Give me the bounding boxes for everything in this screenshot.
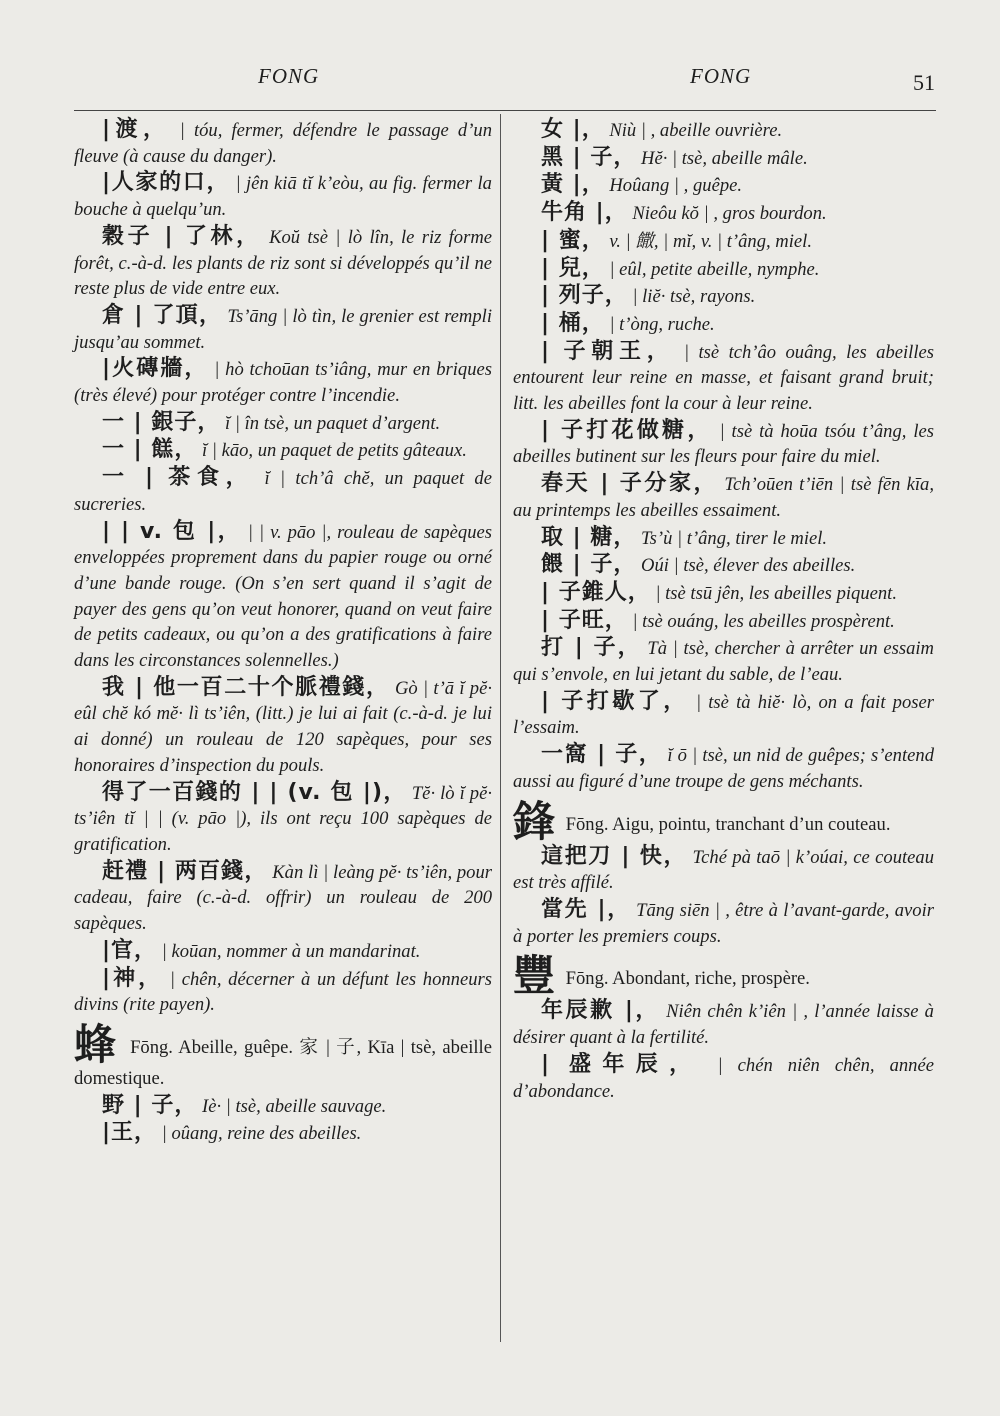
entry-chinese: | 桶， xyxy=(541,310,605,336)
entry-chinese: | 子打歇了， xyxy=(541,688,689,714)
entry-gloss: | tóu, fermer, défendre le passage d’un fleuve (à cause du danger). xyxy=(74,120,493,167)
entry-chinese: |官， xyxy=(102,937,158,963)
entry-chinese: 這把刀 | 快， xyxy=(541,843,688,869)
entry-gloss: ĭ | kāo, un paquet de petits gâteaux. xyxy=(202,440,467,462)
dictionary-entry xyxy=(513,471,934,523)
entry-gloss: | koūan, nommer à un mandarinat. xyxy=(161,940,421,962)
dictionary-entry xyxy=(513,172,934,199)
entry-gloss: | jên kiā tĭ k’eòu, au fig. fermer la bouche à quelqu’un. xyxy=(74,173,492,221)
entry-chinese: 一 | 茶食， xyxy=(102,465,255,491)
entry-chinese: 打 | 子， xyxy=(541,635,642,661)
entry-chinese: 取 | 糖， xyxy=(541,524,637,550)
entry-gloss: Koŭ tsè | lò lîn, le riz forme forêt, c.-à-d. les plants de riz sont si développés qu’il ne reste plus de vide entre eux. xyxy=(74,226,493,300)
entry-chinese: 一窩 | 子， xyxy=(541,742,663,768)
headword-char: 豐 xyxy=(513,951,556,1001)
entry-chinese: 牛角 |， xyxy=(541,200,628,226)
entry-gloss: v. | 饊, | mĭ, v. | t’âng, miel. xyxy=(609,230,812,252)
entry-chinese: |神， xyxy=(102,965,164,991)
entry-gloss: Nieôu kŏ | , gros bourdon. xyxy=(632,203,827,225)
dictionary-entry xyxy=(513,145,934,172)
entry-gloss: Oúi | tsè, élever des abeilles. xyxy=(641,555,856,577)
entry-gloss: | hò tchoūan ts’iâng, mur en briques (très élevé) pour protéger contre l’incendie. xyxy=(74,359,492,407)
entry-gloss: Niên chên k’iên | , l’année laisse à désirer quant à la fertilité. xyxy=(513,1001,934,1049)
running-head-left: FONG xyxy=(258,64,320,88)
entry-gloss: Ts’ù | t’âng, tirer le miel. xyxy=(641,527,828,549)
headword-entry-sharp xyxy=(513,796,934,846)
abundant-entries xyxy=(513,998,934,1104)
dictionary-entry xyxy=(74,938,492,965)
dictionary-entry xyxy=(513,339,934,417)
entry-chinese: | 列子， xyxy=(541,283,628,309)
left-column xyxy=(74,117,492,1148)
dictionary-entry xyxy=(74,117,492,169)
entry-chinese: 女 |， xyxy=(541,117,605,142)
entry-gloss: Kàn lì | leàng pĕ· ts’iên, pour cadeau, faire (c.-à-d. offrir) un rouleau de 200 sapèques. xyxy=(74,861,493,935)
entry-chinese: | 子錐人， xyxy=(541,579,651,605)
entry-gloss: | chén niên chên, année d’abondance. xyxy=(513,1054,934,1102)
entry-gloss: | tsè ouáng, les abeilles prospèrent. xyxy=(632,610,895,632)
entry-chinese: 當先 |， xyxy=(541,896,631,922)
right-entries xyxy=(513,117,934,795)
dictionary-entry xyxy=(513,844,934,896)
entry-chinese: 赶禮 | 两百錢， xyxy=(102,858,268,884)
dictionary-entry xyxy=(74,859,492,937)
entry-gloss: Hĕ· | tsè, abeille mâle. xyxy=(641,147,808,169)
entry-gloss: | tsè tà hiĕ· lò, on a fait poser l’essaim. xyxy=(513,691,934,739)
entry-gloss: | oûang, reine des abeilles. xyxy=(161,1123,362,1145)
dictionary-entry xyxy=(513,998,934,1050)
left-tail-entries xyxy=(74,1093,492,1147)
entry-gloss: ĭ ō | tsè, un nid de guêpes; s’entend aussi au figuré d’une troupe de gens méchants. xyxy=(513,745,934,792)
dictionary-entry xyxy=(513,552,934,579)
dictionary-entry xyxy=(513,580,934,607)
entry-gloss: Iè· | tsè, abeille sauvage. xyxy=(202,1095,387,1117)
dictionary-entry xyxy=(513,1052,934,1104)
dictionary-entry xyxy=(74,465,492,517)
sharp-entries xyxy=(513,844,934,950)
entry-gloss: | t’òng, ruche. xyxy=(609,313,715,335)
dictionary-entry xyxy=(513,117,934,144)
dictionary-entry xyxy=(513,608,934,635)
running-head-right: FONG xyxy=(690,64,752,88)
dictionary-entry xyxy=(74,675,492,779)
entry-chinese: 春天 | 子分家， xyxy=(541,471,719,497)
entry-gloss: Hoûang | , guêpe. xyxy=(609,175,743,197)
entry-gloss: | tsè tà hoūa tsóu t’âng, les abeilles butinent sur les fleurs pour faire du miel. xyxy=(513,420,934,468)
entry-gloss: | | v. pāo |, rouleau de sapèques enveloppées proprement dans du papier rouge ou orné d’une bande rouge. (On s’en sert quand il s’agit de payer des gens qu’on veut honorer, quand on veut faire de petits cadeaux, ou qu’on a des gratifications à faire dans les circonstances solennelles.) xyxy=(74,521,492,672)
entry-gloss: Tāng siēn | , être à l’avant-garde, avoir à porter les premiers coups. xyxy=(513,899,934,947)
dictionary-entry xyxy=(513,283,934,310)
dictionary-entry xyxy=(74,966,492,1018)
entry-chinese: 黑 | 子， xyxy=(541,144,637,170)
entry-chinese: | 子旺， xyxy=(541,607,628,633)
page-number: 51 xyxy=(913,70,935,95)
entry-chinese: |人家的口， xyxy=(102,170,231,196)
entry-gloss: ĭ | în tsè, un paquet d’argent. xyxy=(225,412,441,434)
entry-gloss: | tsè tch’âo ouâng, les abeilles entourent leur reine en masse, et faisant grand bruit; litt. les abeilles font la cour à leur reine. xyxy=(513,341,934,415)
dictionary-entry xyxy=(74,410,492,437)
headword-char: 鋒 xyxy=(513,796,556,846)
dictionary-entry xyxy=(74,1093,492,1120)
dictionary-entry xyxy=(513,228,934,255)
dictionary-entry xyxy=(74,224,492,302)
entry-chinese: 野 | 子， xyxy=(102,1092,198,1118)
entry-gloss: Ts’āng | lò tìn, le grenier est rempli jusqu’au sommet. xyxy=(74,305,492,353)
entry-gloss: Tché pà taō | k’oúai, ce couteau est très affilé. xyxy=(513,846,934,894)
entry-gloss: ĭ | tch’â chĕ, un paquet de sucreries. xyxy=(74,468,492,515)
dictionary-entry xyxy=(513,742,934,794)
entry-chinese: |渡， xyxy=(102,117,171,142)
right-column xyxy=(513,117,934,1105)
entry-gloss: | eûl, petite abeille, nymphe. xyxy=(609,258,820,280)
entry-chinese: | 兒， xyxy=(541,255,605,281)
header-rule xyxy=(74,110,936,111)
dictionary-entry xyxy=(74,437,492,464)
entry-chinese: 我 | 他一百二十个脈禮錢， xyxy=(102,674,390,700)
entry-chinese: | | v. 包 |， xyxy=(102,518,242,544)
dictionary-entry xyxy=(74,303,492,355)
dictionary-entry xyxy=(74,356,492,408)
entry-chinese: | 蜜， xyxy=(541,227,605,253)
entry-chinese: 穀子 | 了林， xyxy=(102,223,262,249)
dictionary-entry xyxy=(513,635,934,687)
entry-gloss: | tsè tsū jên, les abeilles piquent. xyxy=(655,582,897,604)
entry-chinese: 一 | 餻， xyxy=(102,437,198,463)
headword-entry-bee xyxy=(74,1019,492,1092)
entry-chinese: 餵 | 子， xyxy=(541,552,637,578)
dictionary-entry xyxy=(74,519,492,674)
dictionary-entry xyxy=(513,311,934,338)
entry-gloss: Tĕ· lò ĭ pĕ· ts’iên tĭ | | (v. pāo |), ils ont reçu 100 sapèques de gratification. xyxy=(74,782,493,855)
entry-gloss: Tà | tsè, chercher à arrêter un essaim qui s’envole, en lui jetant du sable, de l’eau. xyxy=(513,638,934,686)
dictionary-entry xyxy=(513,689,934,741)
dictionary-entry xyxy=(513,897,934,949)
column-divider xyxy=(500,114,501,1342)
entry-chinese: 年辰歉 |， xyxy=(541,998,660,1024)
dictionary-entry xyxy=(74,1120,492,1147)
entry-gloss: Niù | , abeille ouvrière. xyxy=(609,120,783,141)
entry-chinese: 倉 | 了頂， xyxy=(102,302,223,328)
entry-chinese: |火磚牆， xyxy=(102,356,209,382)
headword-definition: Fōng. Abeille, guêpe. 家 | 子, Kīa | tsè, abeille domestique. xyxy=(74,1036,492,1089)
dictionary-entry xyxy=(74,170,492,222)
entry-chinese: | 盛年辰， xyxy=(541,1051,703,1077)
entry-chinese: 得了一百錢的 | | (v. 包 |)， xyxy=(102,779,407,805)
entry-chinese: | 子朝王， xyxy=(541,338,675,364)
dictionary-entry xyxy=(74,780,492,858)
entry-chinese: | 子打花做糖， xyxy=(541,417,713,443)
left-entries xyxy=(74,117,492,1018)
dictionary-entry xyxy=(513,200,934,227)
entry-gloss: Tch’oūen t’iēn | tsè fēn kīa, au printemps les abeilles essaiment. xyxy=(513,474,935,521)
headword-entry-abundant xyxy=(513,951,934,1001)
entry-chinese: |王， xyxy=(102,1120,158,1146)
headword-definition: Fōng. Abondant, riche, prospère. xyxy=(565,968,810,990)
entry-gloss: Gò | t’ā ĭ pĕ· eûl chĕ kó mĕ· lì ts’iên, (litt.) je lui ai fait (c.-à-d. je lui ai donné) un rouleau de 120 sapèques, pour ses honoraires d’inspection du pouls. xyxy=(74,677,492,776)
entry-chinese: 黃 |， xyxy=(541,172,605,198)
dictionary-entry xyxy=(513,525,934,552)
entry-gloss: | chên, décerner à un défunt les honneurs divins (rite payen). xyxy=(74,968,492,1016)
entry-chinese: 一 | 銀子， xyxy=(102,409,221,435)
dictionary-entry xyxy=(513,256,934,283)
headword-definition: Fōng. Aigu, pointu, tranchant d’un couteau. xyxy=(565,813,891,835)
dictionary-entry xyxy=(513,418,934,470)
headword-char: 蜂 xyxy=(74,1019,118,1069)
entry-gloss: | liĕ· tsè, rayons. xyxy=(632,286,756,308)
